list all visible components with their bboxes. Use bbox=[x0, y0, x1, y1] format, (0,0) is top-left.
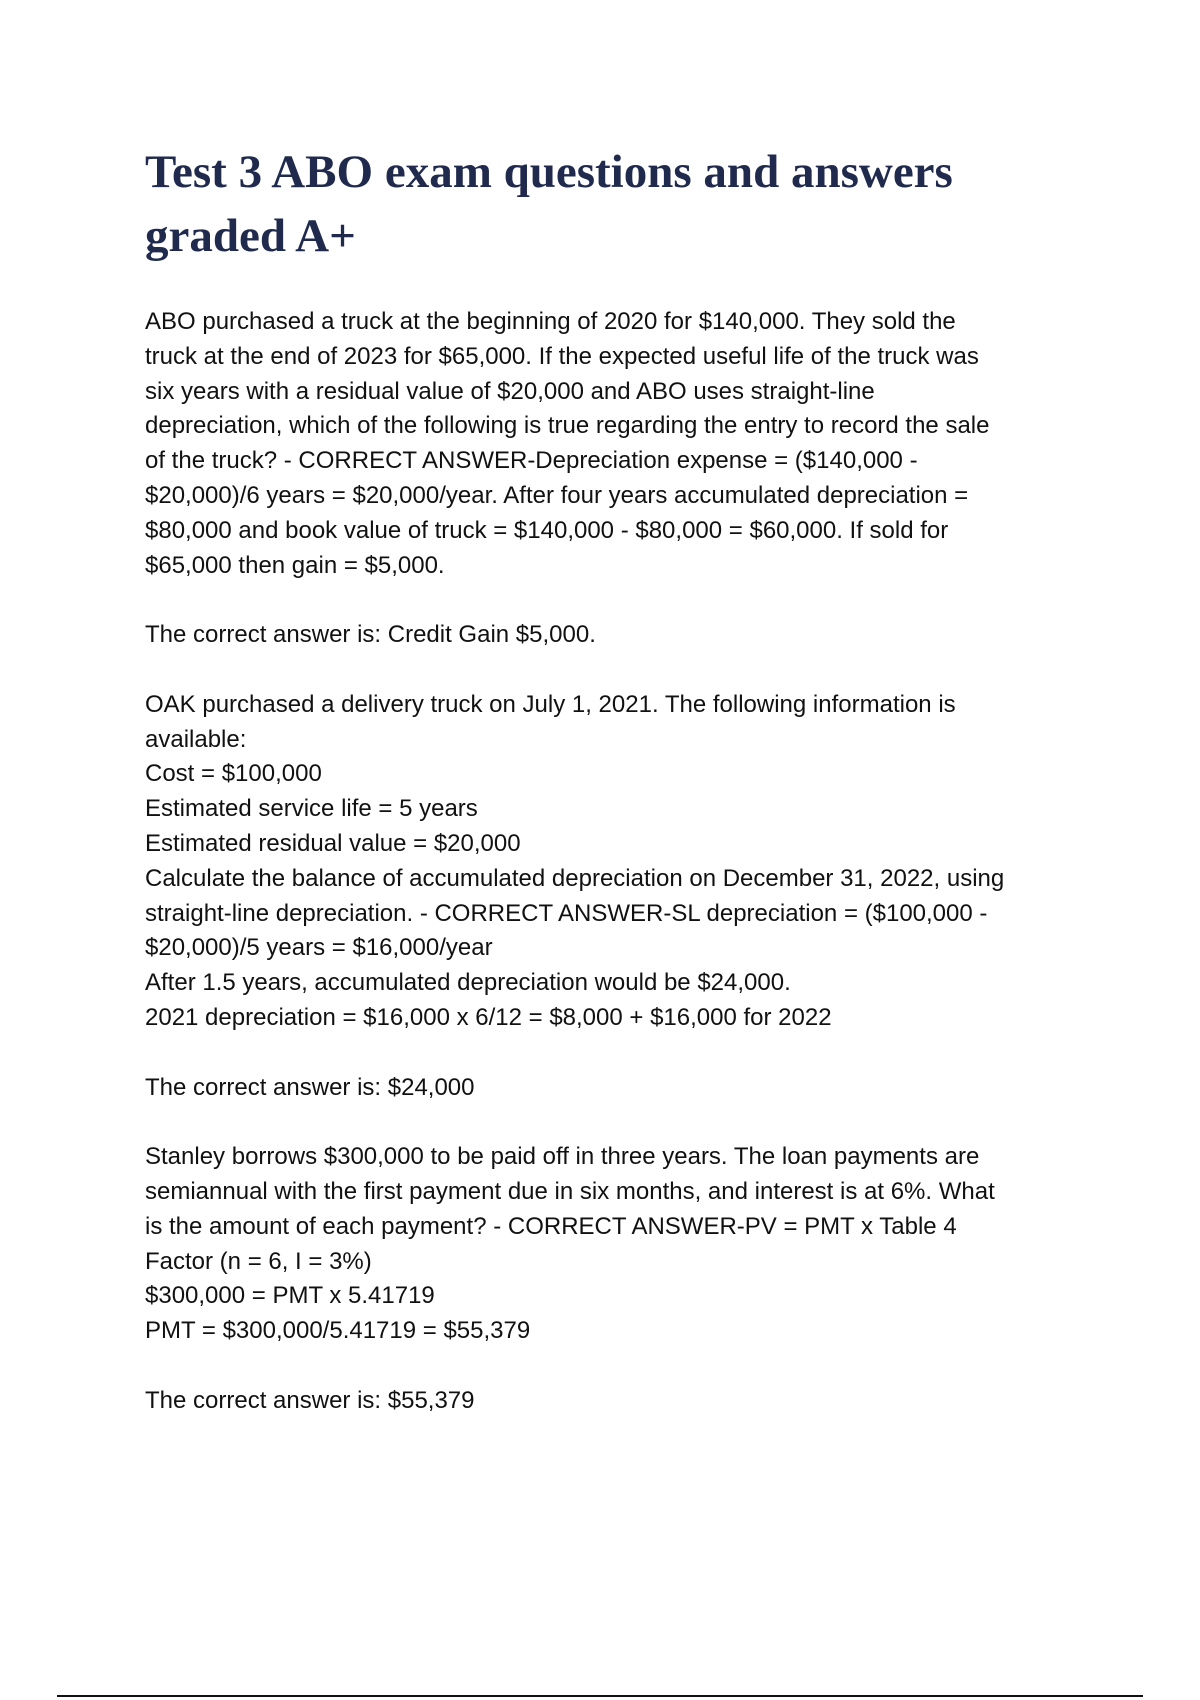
question-1: ABO purchased a truck at the beginning of 2020 for $140,000. They sold the truck at the end of 2023 for $65,000. If the expected useful life of the truck was six years with a residual value of $20,000 and ABO uses straight-line depreciation, which of the following is true regarding the entry to record the sale of the truck? - CORRECT ANSWER-Depreciation expense = ($140,000 - $20,000)/6 years = $20,000/year. After four years accumulated depreciation = $80,000 and book value of truck = $140,000 - $80,000 = $60,000. If sold for $65,000 then gain = $5,000. bbox=[145, 308, 990, 579]
answer-1: The correct answer is: Credit Gain $5,000. bbox=[145, 621, 596, 649]
question-2: OAK purchased a delivery truck on July 1, 2021. The following information is available: Cost = $100,000 Estimated service life = 5 years Estimated residual value = $20,000 Calculate the balance of accumulated depreciation on December 31, 2022, using straight-line depreciation. - CORRECT ANSWER-SL depreciation = ($100,000 - $20,000)/5 years = $16,000/year After 1.5 years, accumulated depreciation would be $24,000. 2021 depreciation = $16,000 x 6/12 = $8,000 + $16,000 for 2022 bbox=[145, 690, 1005, 1031]
qa-block-1 bbox=[145, 305, 1105, 653]
answer-2: The correct answer is: $24,000 bbox=[145, 1073, 475, 1101]
document-body bbox=[145, 305, 1105, 1419]
footer-divider bbox=[57, 1695, 1143, 1697]
answer-3: The correct answer is: $55,379 bbox=[145, 1386, 475, 1414]
qa-block-3 bbox=[145, 1140, 1105, 1418]
qa-block-2 bbox=[145, 688, 1105, 1106]
page-title: Test 3 ABO exam questions and answers graded A+ bbox=[145, 146, 953, 262]
question-3: Stanley borrows $300,000 to be paid off in three years. The loan payments are semiannual with the first payment due in six months, and interest is at 6%. What is the amount of each payment? - CORRECT ANSWER-PV = PMT x Table 4 Factor (n = 6, I = 3%) $300,000 = PMT x 5.41719 PMT = $300,000/5.41719 = $55,379 bbox=[145, 1143, 995, 1345]
